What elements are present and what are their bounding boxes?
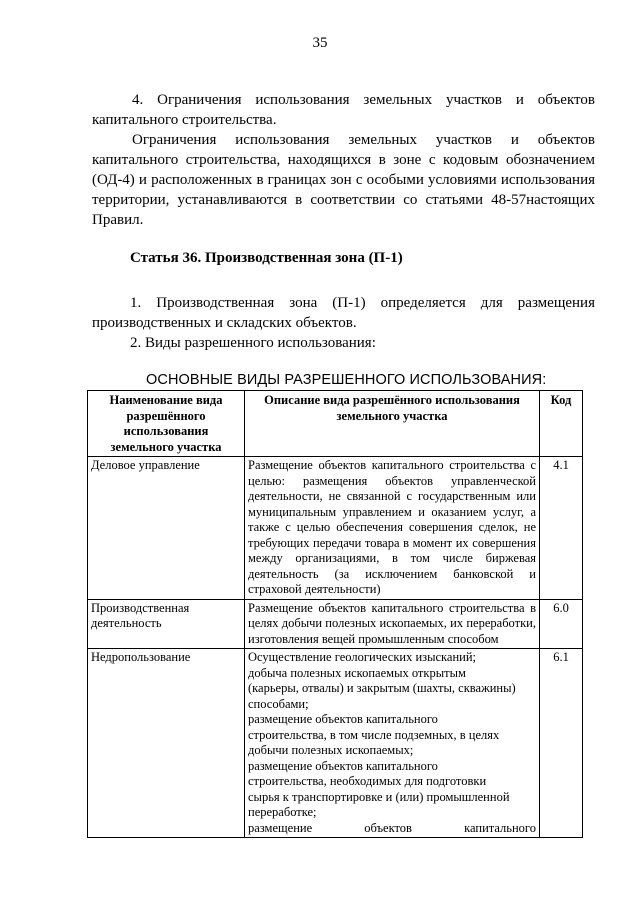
table-row	[88, 649, 583, 838]
description-line: строительства, в том числе подземных, в целях	[248, 727, 500, 742]
row-name: Производственная деятельность	[88, 599, 245, 649]
header-name: Наименование вида разрешённого использования земельного участка	[88, 391, 245, 457]
paragraph-zone-definition: 1. Производственная зона (П-1) определяется для размещения производственных и складских объектов.	[92, 295, 595, 331]
header-description: Описание вида разрешённого использования земельного участка	[245, 391, 540, 457]
table-row	[88, 599, 583, 649]
description-line: размещение объектов капитального	[248, 758, 438, 773]
row-code: 6.1	[540, 649, 583, 838]
description-line: размещение объектов капитального	[248, 712, 438, 726]
permitted-uses-table	[87, 390, 583, 838]
description-line: размещение объектов капитального	[248, 820, 536, 835]
description-line: Осуществление геологических изысканий;	[248, 650, 477, 664]
row-code: 4.1	[540, 457, 583, 600]
table-header-row	[88, 391, 583, 457]
description-line: (карьеры, отвалы) и закрытым (шахты, скважины)	[248, 681, 516, 695]
row-code: 6.0	[540, 599, 583, 649]
row-description	[245, 649, 540, 838]
table-caption: ОСНОВНЫЕ ВИДЫ РАЗРЕШЕННОГО ИСПОЛЬЗОВАНИЯ:	[146, 372, 547, 388]
row-description: Размещение объектов капитального строительства с целью: размещения объектов управленческой деятельности, не связанной с государственным или муниципальным управлением и оказанием услуг, а также с целью обеспечения совершения сделок, не требующих передачи товара в момент их совершения между организациями, в том числе биржевая деятельность (за исключением банковской и страховой деятельности)	[245, 457, 540, 600]
description-line: строительства, необходимых для подготовки	[248, 774, 487, 788]
paragraph-permitted-uses: 2. Виды разрешенного использования:	[130, 335, 376, 351]
row-description: Размещение объектов капитального строительства в целях добычи полезных ископаемых, их переработки, изготовления вещей промышленным способом	[245, 599, 540, 649]
description-line: добыча полезных ископаемых открытым	[248, 665, 466, 680]
paragraph-restrictions-body: Ограничения использования земельных участков и объектов капитального строительства, находящихся в зоне с кодовым обозначением (ОД-4) и расположенных в границах зон с особыми условиями использования территории, устанавливаются в соответствии со статьями 48-57настоящих Правил.	[92, 132, 595, 228]
row-name: Недропользование	[88, 649, 245, 838]
description-line: способами;	[248, 696, 309, 711]
row-name: Деловое управление	[88, 457, 245, 600]
table-row	[88, 457, 583, 600]
page-number: 35	[312, 35, 328, 51]
article-title: Статья 36. Производственная зона (П-1)	[130, 250, 403, 266]
description-line: добычи полезных ископаемых;	[248, 743, 414, 757]
description-line: переработке;	[248, 805, 317, 819]
header-code: Код	[540, 391, 583, 457]
description-line: сырья к транспортировке и (или) промышленной	[248, 789, 510, 804]
paragraph-restrictions-heading: 4. Ограничения использования земельных участков и объектов капитального строительства.	[92, 92, 595, 128]
